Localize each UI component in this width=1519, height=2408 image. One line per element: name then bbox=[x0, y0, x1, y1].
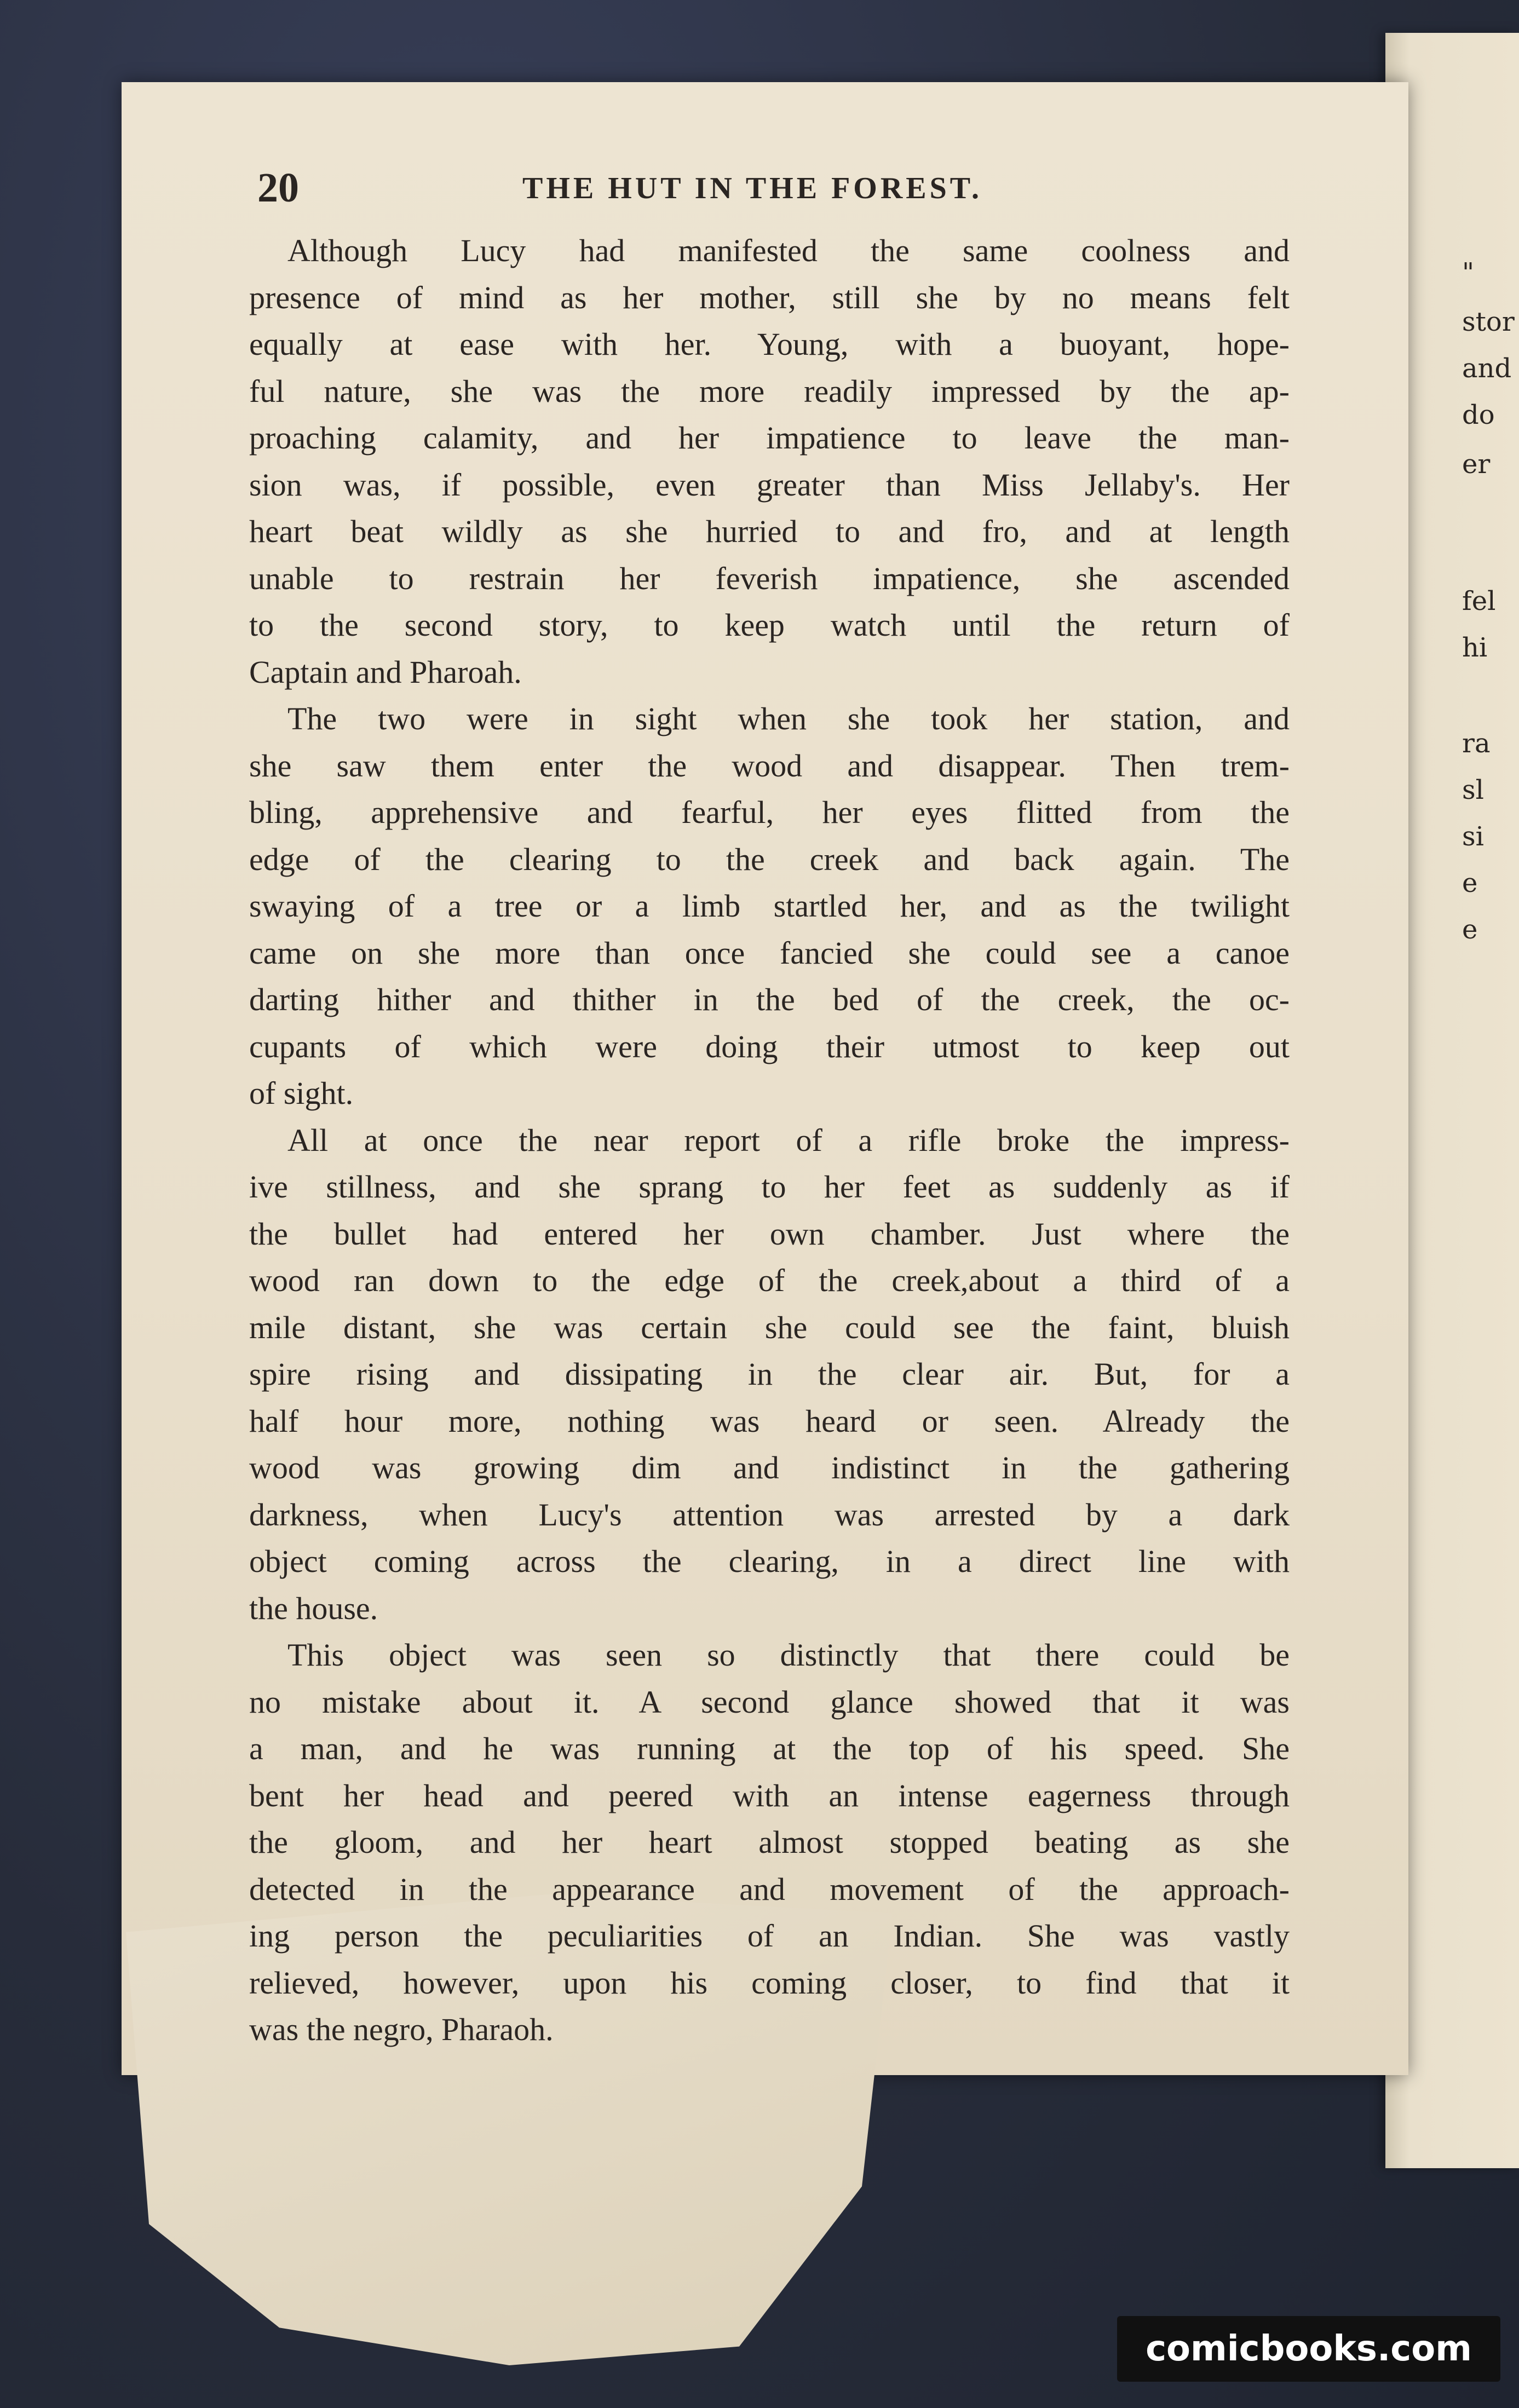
facing-page-fragment: e bbox=[1462, 868, 1478, 898]
text-line: the gloom, and her heart almost stopped beating as she bbox=[249, 1824, 1290, 1860]
facing-page-fragment: fel bbox=[1462, 586, 1496, 617]
text-line: half hour more, nothing was heard or seen. Already the bbox=[249, 1403, 1290, 1439]
paragraph bbox=[249, 695, 1290, 1117]
text-line: detected in the appearance and movement of the approach- bbox=[249, 1871, 1290, 1907]
facing-page-fragment: and bbox=[1462, 353, 1512, 384]
page-number: 20 bbox=[257, 165, 299, 211]
text-line: proaching calamity, and her impatience to leave the man- bbox=[249, 420, 1290, 456]
facing-page-fragment: sl bbox=[1462, 775, 1484, 805]
facing-page-fragment: stor bbox=[1462, 307, 1515, 337]
text-line: to the second story, to keep watch until the return of bbox=[249, 607, 1290, 643]
text-line: bling, apprehensive and fearful, her eyes flitted from the bbox=[249, 794, 1290, 830]
text-line: ful nature, she was the more readily impressed by the ap- bbox=[249, 373, 1290, 409]
text-line: darkness, when Lucy's attention was arrested by a dark bbox=[249, 1496, 1290, 1533]
text-line: ing person the peculiarities of an Indian. She was vastly bbox=[249, 1918, 1290, 1954]
text-line: This object was seen so distinctly that there could be bbox=[287, 1637, 1290, 1673]
text-line: All at once the near report of a rifle broke the impress- bbox=[287, 1122, 1290, 1158]
text-line: relieved, however, upon his coming closer, to find that it bbox=[249, 1965, 1290, 2001]
text-line: cupants of which were doing their utmost to keep out bbox=[249, 1028, 1290, 1064]
text-line: presence of mind as her mother, still she by no means felt bbox=[249, 279, 1290, 315]
text-line: sion was, if possible, even greater than Miss Jellaby's. Her bbox=[249, 466, 1290, 503]
page-body-text bbox=[249, 227, 1290, 2053]
text-line: swaying of a tree or a limb startled her, and as the twilight bbox=[249, 888, 1290, 924]
watermark-logo: comicbooks.com bbox=[1117, 2316, 1500, 2382]
paragraph bbox=[249, 1632, 1290, 2053]
facing-page-fragment: er bbox=[1462, 449, 1491, 480]
text-line: ive stillness, and she sprang to her feet as suddenly as if bbox=[249, 1169, 1290, 1205]
text-line: heart beat wildly as she hurried to and fro, and at length bbox=[249, 514, 1290, 549]
running-head: THE HUT IN THE FOREST. bbox=[522, 171, 982, 205]
text-line: came on she more than once fancied she could see a canoe bbox=[249, 935, 1290, 971]
text-line: wood ran down to the edge of the creek,about a third of a bbox=[249, 1263, 1290, 1298]
text-line: The two were in sight when she took her station, and bbox=[287, 701, 1290, 736]
text-line: the bullet had entered her own chamber. Just where the bbox=[249, 1215, 1290, 1252]
text-line: Captain and Pharoah. bbox=[249, 654, 522, 690]
text-line: unable to restrain her feverish impatience, she ascended bbox=[249, 560, 1290, 596]
facing-page-fragment: ra bbox=[1462, 728, 1491, 759]
page-header bbox=[257, 164, 1298, 214]
text-line: she saw them enter the wood and disappear. Then trem- bbox=[249, 747, 1290, 784]
paragraph bbox=[249, 1117, 1290, 1632]
text-line: object coming across the clearing, in a direct line with bbox=[249, 1543, 1290, 1579]
text-line: equally at ease with her. Young, with a buoyant, hope- bbox=[249, 326, 1290, 362]
text-line: bent her head and peered with an intense eagerness through bbox=[249, 1777, 1290, 1813]
text-line: the house. bbox=[249, 1590, 378, 1626]
text-line: no mistake about it. A second glance showed that it was bbox=[249, 1684, 1290, 1720]
facing-page-fragment: do bbox=[1462, 400, 1495, 430]
facing-page-fragment: e bbox=[1462, 914, 1478, 945]
facing-page-fragment: hi bbox=[1462, 632, 1488, 663]
facing-page-fragment: " bbox=[1462, 257, 1475, 288]
text-line: darting hither and thither in the bed of the creek, the oc- bbox=[249, 982, 1290, 1017]
text-line: was the negro, Pharaoh. bbox=[249, 2012, 554, 2047]
facing-page-fragment: si bbox=[1462, 821, 1484, 852]
text-line: wood was growing dim and indistinct in the gathering bbox=[249, 1450, 1290, 1485]
text-line: mile distant, she was certain she could see the faint, bluish bbox=[249, 1309, 1290, 1345]
text-line: Although Lucy had manifested the same coolness and bbox=[287, 233, 1290, 268]
text-line: spire rising and dissipating in the clear air. But, for a bbox=[249, 1356, 1290, 1392]
text-line: edge of the clearing to the creek and back again. The bbox=[249, 841, 1290, 877]
paragraph bbox=[249, 227, 1290, 695]
text-line: a man, and he was running at the top of his speed. She bbox=[249, 1731, 1290, 1766]
text-line: of sight. bbox=[249, 1075, 354, 1111]
